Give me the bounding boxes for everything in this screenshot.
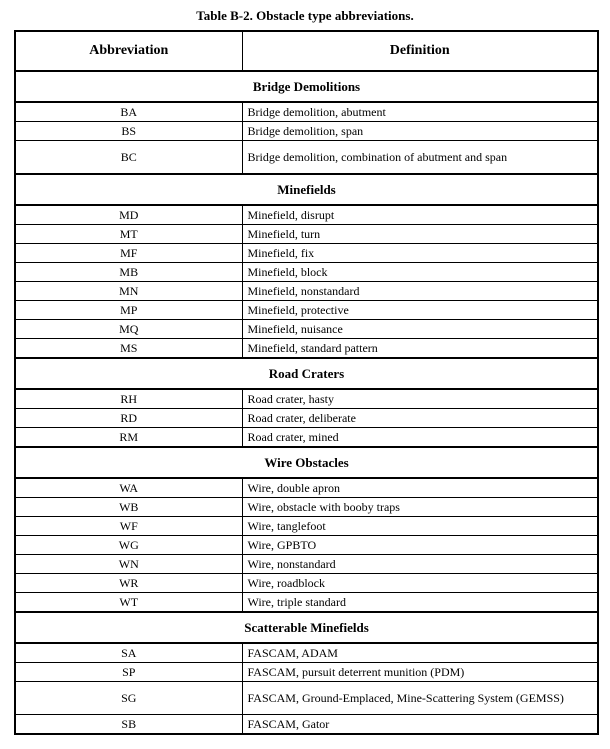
table-row [15,339,598,359]
table-row [15,122,598,141]
abbreviation-cell: MN [15,282,242,301]
header-abbreviation: Abbreviation [15,31,242,71]
abbreviation-cell: WG [15,536,242,555]
table-header-row [15,31,598,71]
section-title: Road Craters [15,358,598,389]
definition-cell: FASCAM, Ground-Emplaced, Mine-Scattering System (GEMSS) [242,682,598,715]
table-caption: Table B-2. Obstacle type abbreviations. [196,8,414,23]
abbreviation-cell: SP [15,663,242,682]
abbreviation-cell: RM [15,428,242,448]
definition-cell: Road crater, hasty [242,389,598,409]
definition-cell: FASCAM, ADAM [242,643,598,663]
table-row [15,682,598,715]
definition-cell: Minefield, disrupt [242,205,598,225]
table-row [15,498,598,517]
table-row [15,389,598,409]
table-row [15,205,598,225]
section-header-row [15,612,598,643]
abbreviation-cell: SA [15,643,242,663]
definition-cell: Wire, GPBTO [242,536,598,555]
definition-cell: Wire, double apron [242,478,598,498]
section-title: Minefields [15,174,598,205]
section-header-row [15,358,598,389]
definition-cell: Minefield, nonstandard [242,282,598,301]
table-row [15,102,598,122]
definition-cell: Wire, triple standard [242,593,598,613]
table-row [15,320,598,339]
definition-cell: Minefield, nuisance [242,320,598,339]
table-row [15,263,598,282]
definition-cell: Wire, nonstandard [242,555,598,574]
abbreviation-cell: WF [15,517,242,536]
section-title: Wire Obstacles [15,447,598,478]
definition-cell: Road crater, deliberate [242,409,598,428]
obstacle-abbreviations-table [14,30,599,735]
table-row [15,593,598,613]
definition-cell: Minefield, block [242,263,598,282]
table-row [15,643,598,663]
definition-cell: Minefield, protective [242,301,598,320]
abbreviation-cell: MB [15,263,242,282]
definition-cell: Wire, roadblock [242,574,598,593]
table-row [15,225,598,244]
table-row [15,574,598,593]
section-header-row [15,71,598,102]
abbreviation-cell: MS [15,339,242,359]
table-row [15,282,598,301]
abbreviation-cell: WN [15,555,242,574]
table-row [15,244,598,263]
abbreviation-cell: MP [15,301,242,320]
definition-cell: FASCAM, Gator [242,715,598,735]
definition-cell: Minefield, turn [242,225,598,244]
definition-cell: Bridge demolition, abutment [242,102,598,122]
section-title: Scatterable Minefields [15,612,598,643]
abbreviation-cell: BS [15,122,242,141]
definition-cell: FASCAM, pursuit deterrent munition (PDM) [242,663,598,682]
definition-cell: Minefield, fix [242,244,598,263]
definition-cell: Wire, obstacle with booby traps [242,498,598,517]
section-header-row [15,447,598,478]
definition-cell: Bridge demolition, span [242,122,598,141]
definition-cell: Road crater, mined [242,428,598,448]
definition-cell: Bridge demolition, combination of abutment and span [242,141,598,175]
abbreviation-cell: BC [15,141,242,175]
abbreviation-cell: MQ [15,320,242,339]
section-title: Bridge Demolitions [15,71,598,102]
abbreviation-cell: MF [15,244,242,263]
table-row [15,428,598,448]
abbreviation-cell: WB [15,498,242,517]
table-row [15,555,598,574]
abbreviation-cell: SG [15,682,242,715]
table-row [15,409,598,428]
abbreviation-cell: WA [15,478,242,498]
abbreviation-cell: RD [15,409,242,428]
abbreviation-cell: WT [15,593,242,613]
table-row [15,478,598,498]
table-row [15,715,598,735]
table-row [15,663,598,682]
abbreviation-cell: MD [15,205,242,225]
definition-cell: Wire, tanglefoot [242,517,598,536]
section-header-row [15,174,598,205]
table-row [15,517,598,536]
abbreviation-cell: SB [15,715,242,735]
table-row [15,141,598,175]
abbreviation-cell: WR [15,574,242,593]
abbreviation-cell: BA [15,102,242,122]
table-body [15,71,598,734]
table-row [15,301,598,320]
header-definition: Definition [242,31,598,71]
table-row [15,536,598,555]
definition-cell: Minefield, standard pattern [242,339,598,359]
abbreviation-cell: MT [15,225,242,244]
abbreviation-cell: RH [15,389,242,409]
